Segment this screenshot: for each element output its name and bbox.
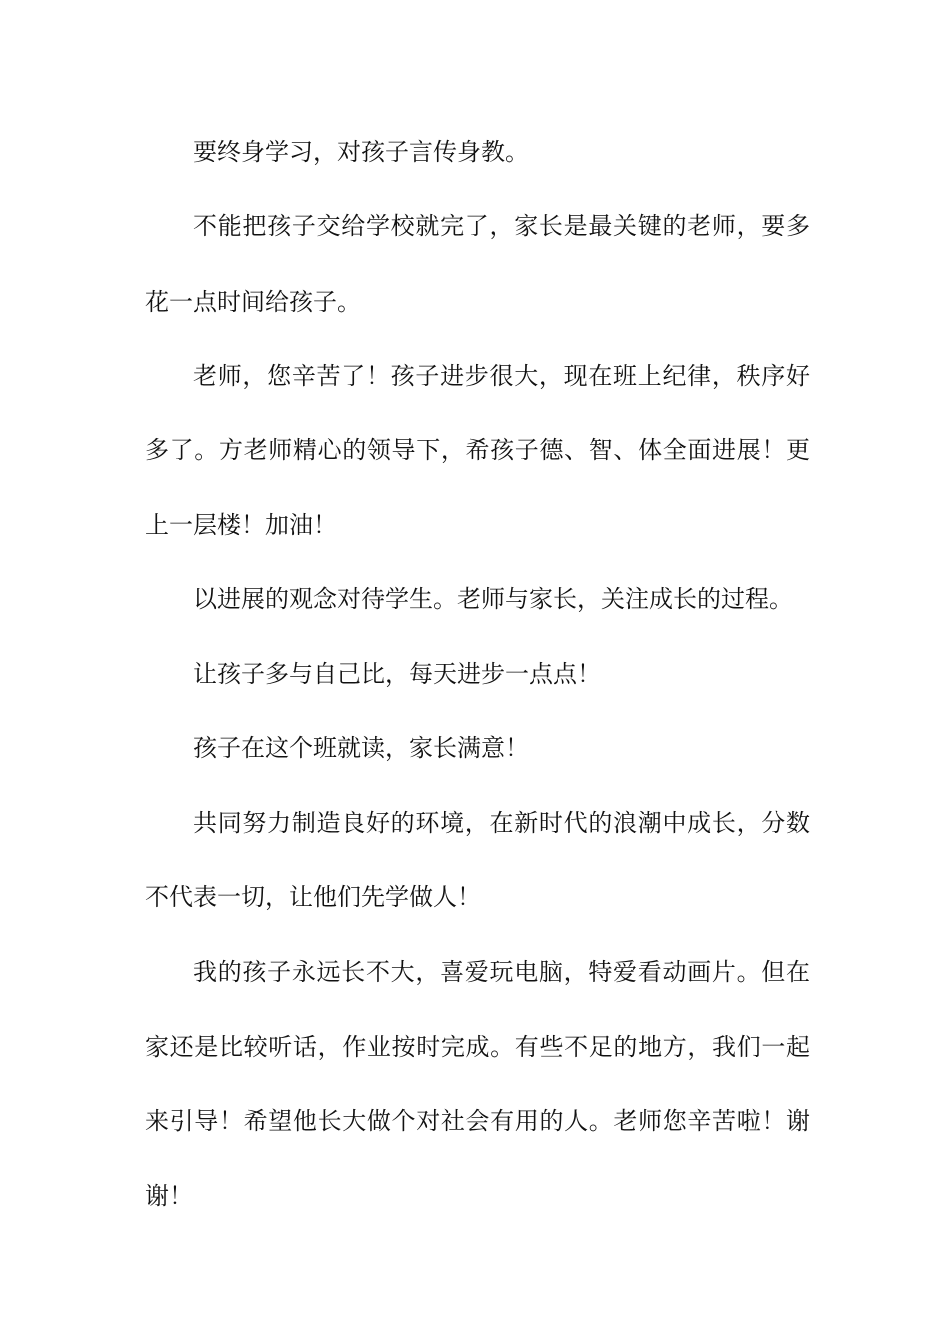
- paragraph-line: 要终身学习，对孩子言传身教。: [193, 138, 529, 166]
- paragraph-line: 多了。方老师精心的领导下，希孩子德、智、体全面进展！更: [145, 436, 810, 464]
- paragraph-line: 孩子在这个班就读，家长满意！: [193, 734, 529, 762]
- paragraph-line: 来引导！希望他长大做个对社会有用的人。老师您辛苦啦！谢: [145, 1107, 810, 1135]
- paragraph-line: 上一层楼！加油！: [145, 511, 337, 539]
- paragraph-line: 谢！: [145, 1182, 193, 1210]
- paragraph-line: 老师，您辛苦了！孩子进步很大，现在班上纪律，秩序好: [193, 362, 810, 390]
- paragraph-line: 以进展的观念对待学生。老师与家长，关注成长的过程。: [193, 585, 793, 613]
- paragraph-line: 不代表一切，让他们先学做人！: [145, 883, 481, 911]
- paragraph-line: 不能把孩子交给学校就完了，家长是最关键的老师，要多: [193, 212, 810, 240]
- paragraph-line: 让孩子多与自己比，每天进步一点点！: [193, 660, 601, 688]
- paragraph-line: 共同努力制造良好的环境，在新时代的浪潮中成长，分数: [193, 809, 810, 837]
- paragraph-line: 我的孩子永远长不大，喜爱玩电脑，特爱看动画片。但在: [193, 958, 810, 986]
- paragraph-line: 家还是比较听话，作业按时完成。有些不足的地方，我们一起: [145, 1033, 810, 1061]
- paragraph-line: 花一点时间给孩子。: [145, 288, 361, 316]
